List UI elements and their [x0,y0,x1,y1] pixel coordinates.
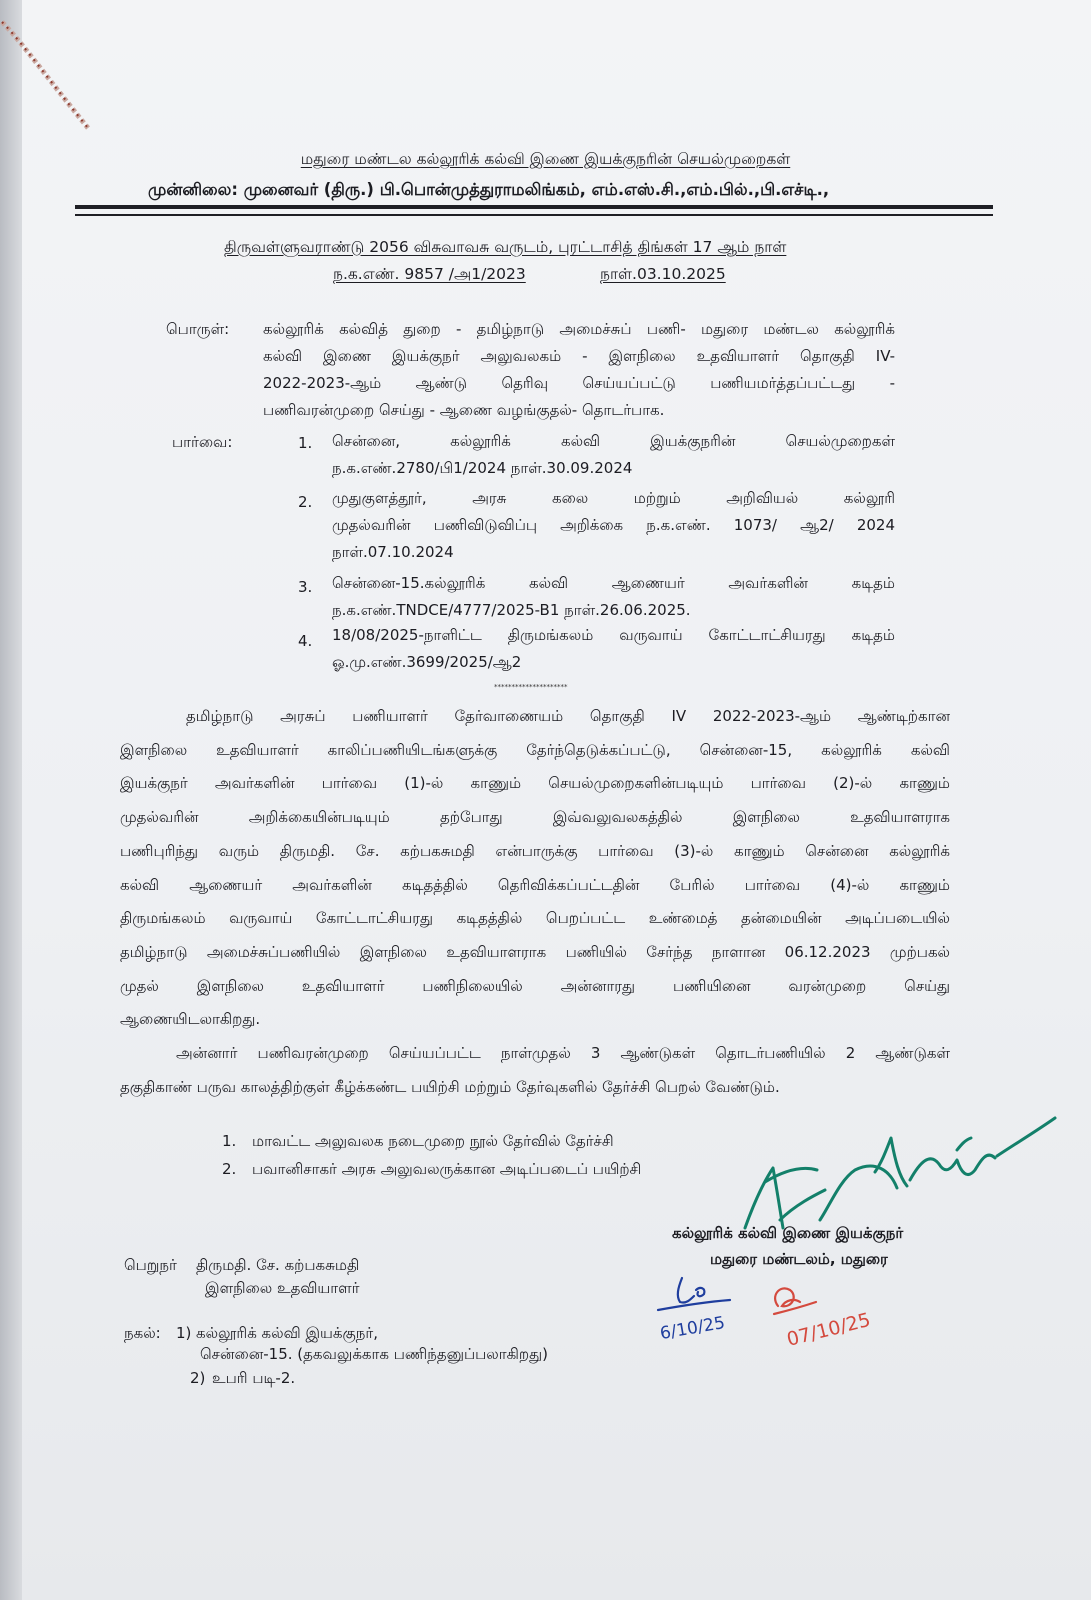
reference-item-2 [332,485,895,566]
paragraph-line: இயக்குநர் அவர்களின் பார்வை (1)-ல் காணும் செயல்முறைகளின்படியும் பார்வை (2)-ல் காணும் [120,774,950,793]
body-paragraph-1 [120,700,950,1037]
paragraph-line: திருமங்கலம் வருவாய் கோட்டாட்சியரது கடிதத்தில் பெறப்பட்ட உண்மைத் தன்மையின் அடிப்படையில் [120,909,950,928]
reference-number-2: 2. [298,493,313,511]
separator-stars: ********************* [494,683,568,691]
training-item-1: மாவட்ட அலுவலக நடைமுறை நூல் தேர்வில் தேர்ச்சி [252,1132,614,1150]
recipient-name: திருமதி. சே. கற்பகசுமதி [196,1256,360,1274]
reference-line: ந.க.எண்.2780/பி1/2024 நாள்.30.09.2024 [332,459,633,477]
paragraph-line: அன்னார் பணிவரன்முறை செய்யப்பட்ட நாள்முதல் 3 ஆண்டுகள் தொடர்பணியில் 2 ஆண்டுகள் [176,1044,950,1062]
red-note-date: 07/10/25 [784,1308,873,1351]
copy-number-2: 2) [190,1369,206,1387]
page-edge-shadow [0,0,22,1600]
subject-line: பணிவரன்முறை செய்து - ஆணை வழங்குதல்- தொடர்பாக. [263,401,665,419]
copy-number-1: 1) [176,1324,192,1342]
reference-line: சென்னை-15.கல்லூரிக் கல்வி ஆணையர் அவர்களின் கடிதம் [332,574,895,592]
presence-line: முன்னிலை: முனைவர் (திரு.) பி.பொன்முத்துராமலிங்கம், எம்.எஸ்.சி.,எம்.பில்.,பி.எச்டி., [148,180,830,199]
copy-recipient-2: உபரி படி-2. [212,1369,296,1387]
paragraph-line: முதல் இளநிலை உதவியாளர் பணிநிலையில் அன்னாரது பணியினை வரன்முறை செய்து [120,976,950,995]
header-rule-thick [75,205,993,209]
reference-line: முதல்வரின் பணிவிடுவிப்பு அறிக்கை ந.க.எண். 1073/ ஆ2/ 2024 [332,516,895,534]
reference-number-4: 4. [298,632,313,650]
subject-line: 2022-2023-ஆம் ஆண்டு தெரிவு செய்யப்பட்டு பணியமர்த்தப்பட்டது - [263,374,895,392]
blue-note-date: 6/10/25 [658,1312,727,1345]
subject-text [263,316,895,424]
paragraph-line: ஆணையிடலாகிறது. [120,1010,261,1029]
training-item-2: பவானிசாகர் அரசு அலுவலருக்கான அடிப்படைப் பயிற்சி [252,1160,642,1178]
signature [725,1110,1070,1240]
paragraph-line: இளநிலை உதவியாளர் காலிப்பணியிடங்களுக்கு தேர்ந்தெடுக்கப்பட்டு, சென்னை-15, கல்லூரிக் கல்வி [120,740,950,759]
header-rule-thin [75,214,993,216]
reference-line: 18/08/2025-நாளிட்ட திருமங்கலம் வருவாய் கோட்டாட்சியரது கடிதம் [332,626,895,644]
reference-line: நாள்.07.10.2024 [332,543,454,561]
training-number-2: 2. [222,1160,237,1178]
paragraph-line: தகுதிகாண் பருவ காலத்திற்குள் கீழ்க்கண்ட பயிற்சி மற்றும் தேர்வுகளில் தேர்ச்சி பெறல் வேண்டும். [120,1078,780,1096]
references-label: பார்வை: [172,433,233,451]
reference-item-4 [332,622,895,676]
paragraph-line: பணிபுரிந்து வரும் திருமதி. சே. கற்பகசுமதி என்பாருக்கு பார்வை (3)-ல் காணும் சென்னை கல்லூரிக் [120,841,950,860]
body-paragraph-2 [120,1036,950,1104]
issue-date: நாள்.03.10.2025 [600,265,726,283]
paragraph-line: தமிழ்நாடு அரசுப் பணியாளர் தேர்வாணையம் தொகுதி IV 2022-2023-ஆம் ஆண்டிற்கான [186,707,950,725]
blue-initial-note [650,1270,740,1345]
copy-recipient-1-note: சென்னை-15. (தகவலுக்காக பணிந்தனுப்பலாகிறது) [200,1345,548,1363]
reference-number-1: 1. [298,434,313,452]
subject-line: கல்லூரிக் கல்வித் துறை - தமிழ்நாடு அமைச்சுப் பணி- மதுரை மண்டல கல்லூரிக் [263,320,895,338]
tamil-calendar-date: திருவள்ளுவராண்டு 2056 விசுவாவசு வருடம், புரட்டாசித் திங்கள் 17 ஆம் நாள் [224,238,787,256]
subject-label: பொருள்: [166,320,230,338]
signatory-place: மதுரை மண்டலம், மதுரை [710,1250,888,1268]
office-title: மதுரை மண்டல கல்லூரிக் கல்வி இணை இயக்குநரின் செயல்முறைகள் [300,150,791,168]
reference-number-3: 3. [298,578,313,596]
recipient-label: பெறுநர் [124,1256,177,1274]
copy-to-label: நகல்: [124,1324,161,1342]
training-number-1: 1. [222,1132,237,1150]
reference-line: சென்னை, கல்லூரிக் கல்வி இயக்குநரின் செயல்முறைகள் [332,432,895,450]
copy-recipient-1: கல்லூரிக் கல்வி இயக்குநர், [196,1324,378,1342]
paragraph-line: முதல்வரின் அறிக்கையின்படியும் தற்போது இவ்வலுவலகத்தில் இளநிலை உதவியாளராக [120,808,950,827]
reference-item-1 [332,428,895,482]
signatory-title: கல்லூரிக் கல்வி இணை இயக்குநர் [672,1224,904,1242]
binding-twine [0,0,110,140]
reference-line: ஓ.மு.எண்.3699/2025/ஆ2 [332,653,522,671]
reference-line: ந.க.எண்.TNDCE/4777/2025-B1 நாள்.26.06.2025. [332,601,691,619]
reference-number: ந.க.எண். 9857 /அ1/2023 [333,265,526,283]
red-initial-note [760,1276,890,1351]
recipient-designation: இளநிலை உதவியாளர் [205,1279,360,1297]
reference-line: முதுகுளத்தூர், அரசு கலை மற்றும் அறிவியல் கல்லூரி [332,489,895,507]
paragraph-line: தமிழ்நாடு அமைச்சுப்பணியில் இளநிலை உதவியாளராக பணியில் சேர்ந்த நாளான 06.12.2023 முற்பகல் [120,942,950,961]
reference-item-3 [332,570,895,624]
subject-line: கல்வி இணை இயக்குநர் அலுவலகம் - இளநிலை உதவியாளர் தொகுதி IV- [263,347,895,365]
paragraph-line: கல்வி ஆணையர் அவர்களின் கடிதத்தில் தெரிவிக்கப்பட்டதின் பேரில் பார்வை (4)-ல் காணும் [120,875,950,894]
